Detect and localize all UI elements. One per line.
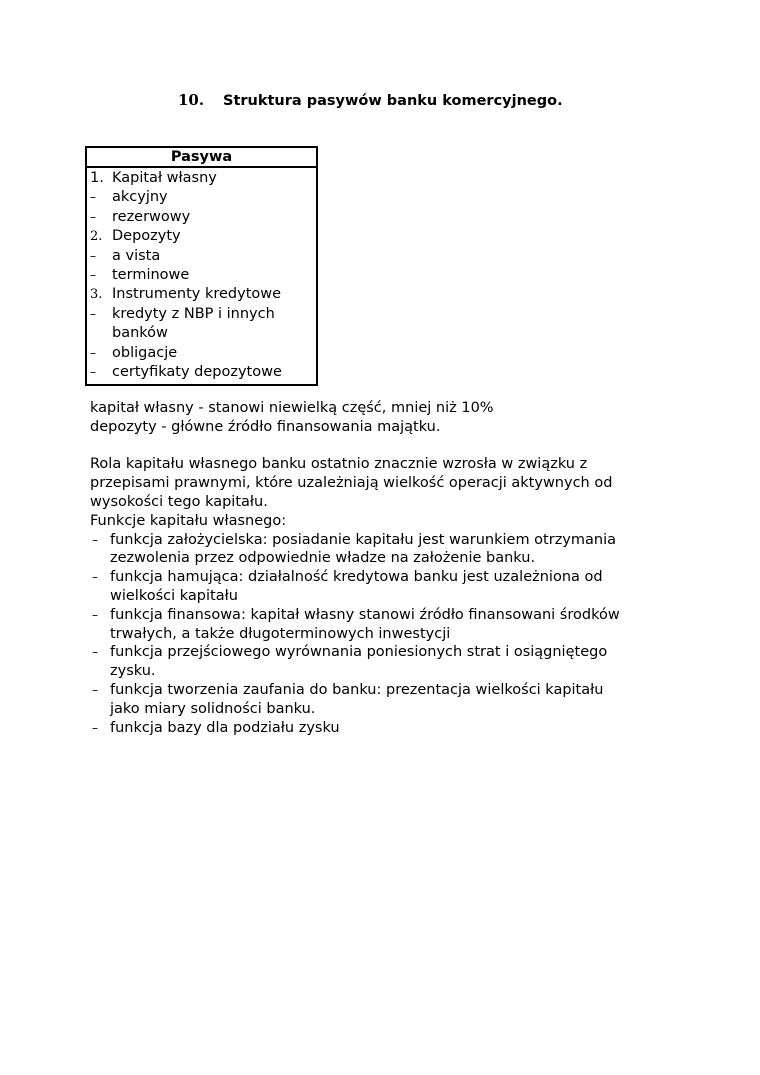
list-item-text: funkcja finansowa: kapitał własny stanowi źródło finansowani środków trwałych, a także długoterminowych inwestycji	[110, 606, 620, 642]
row-text: obligacje	[112, 344, 178, 361]
functions-heading: Funkcje kapitału własnego:	[90, 512, 287, 529]
row-marker: 1.	[90, 170, 104, 186]
list-item-text: funkcja przejściowego wyrównania poniesionych strat i osiągniętego zysku.	[110, 644, 608, 680]
list-item	[90, 531, 710, 569]
paragraph-line: Rola kapitału własnego banku ostatnio znacznie wzrosła w związku z	[90, 456, 588, 473]
row-text: rezerwowy	[112, 208, 191, 225]
row-marker: –	[90, 209, 96, 224]
row-text: certyfikaty depozytowe	[112, 364, 282, 381]
list-item-text: funkcja tworzenia zaufania do banku: prezentacja wielkości kapitału jako miary solidności banku.	[110, 681, 604, 717]
liabilities-table	[85, 146, 318, 386]
table-row	[87, 169, 316, 188]
list-item-text: funkcja bazy dla podziału zysku	[110, 719, 340, 736]
paragraph-line: kapitał własny - stanowi niewielką część, mniej niż 10%	[90, 400, 494, 416]
list-item	[90, 719, 710, 738]
table-row	[87, 285, 316, 304]
row-text: Depozyty	[112, 228, 181, 245]
bullet-dash: –	[92, 607, 98, 622]
functions-list	[90, 531, 710, 738]
row-marker: 3.	[90, 287, 103, 303]
table-row	[87, 208, 316, 227]
row-marker: 2.	[90, 229, 103, 245]
list-item	[90, 606, 710, 644]
paragraph-line: depozyty - główne źródło finansowania majątku.	[90, 418, 441, 435]
row-text: akcyjny	[112, 189, 168, 206]
list-item	[90, 568, 710, 606]
list-item	[90, 681, 710, 719]
bullet-dash: –	[92, 682, 98, 697]
row-marker: –	[90, 306, 96, 321]
row-text: Instrumenty kredytowe	[112, 286, 282, 303]
table-row	[87, 266, 316, 285]
table-row	[87, 247, 316, 266]
row-marker: –	[90, 190, 96, 205]
table-row	[87, 344, 316, 363]
table-row	[87, 305, 316, 324]
paragraph-line: przepisami prawnymi, które uzależniają wielkość operacji aktywnych od	[90, 475, 613, 492]
row-marker: –	[90, 248, 96, 263]
section-title	[178, 91, 563, 109]
row-marker: –	[90, 268, 96, 283]
blank-line	[90, 437, 710, 456]
paragraph-line: wysokości tego kapitału.	[90, 493, 268, 510]
row-text: banków	[112, 325, 168, 342]
table-body	[87, 168, 316, 384]
list-item-text: funkcja hamująca: działalność kredytowa banku jest uzależniona od wielkości kapitału	[110, 569, 603, 604]
row-marker: –	[90, 365, 96, 380]
table-row	[87, 324, 316, 343]
list-item-text: funkcja założycielska: posiadanie kapitału jest warunkiem otrzymania zezwolenia przez odpowiednie władze na założenie banku.	[110, 531, 617, 567]
table-row	[87, 227, 316, 246]
bullet-dash: –	[92, 720, 98, 735]
document-body	[90, 399, 710, 737]
row-marker	[87, 324, 112, 343]
bullet-dash: –	[92, 570, 98, 585]
row-marker: –	[90, 345, 96, 360]
list-item	[90, 643, 710, 681]
row-text: terminowe	[112, 267, 190, 284]
row-text: kredyty z NBP i innych	[112, 305, 275, 322]
bullet-dash: –	[92, 645, 98, 660]
table-header: Pasywa	[87, 148, 316, 168]
row-text: a vista	[112, 247, 161, 264]
table-row	[87, 188, 316, 207]
section-title-text: Struktura pasywów banku komercyjnego.	[223, 93, 563, 109]
row-text: Kapitał własny	[112, 170, 217, 186]
bullet-dash: –	[92, 532, 98, 547]
table-row	[87, 363, 316, 382]
section-number: 10.	[178, 91, 205, 109]
